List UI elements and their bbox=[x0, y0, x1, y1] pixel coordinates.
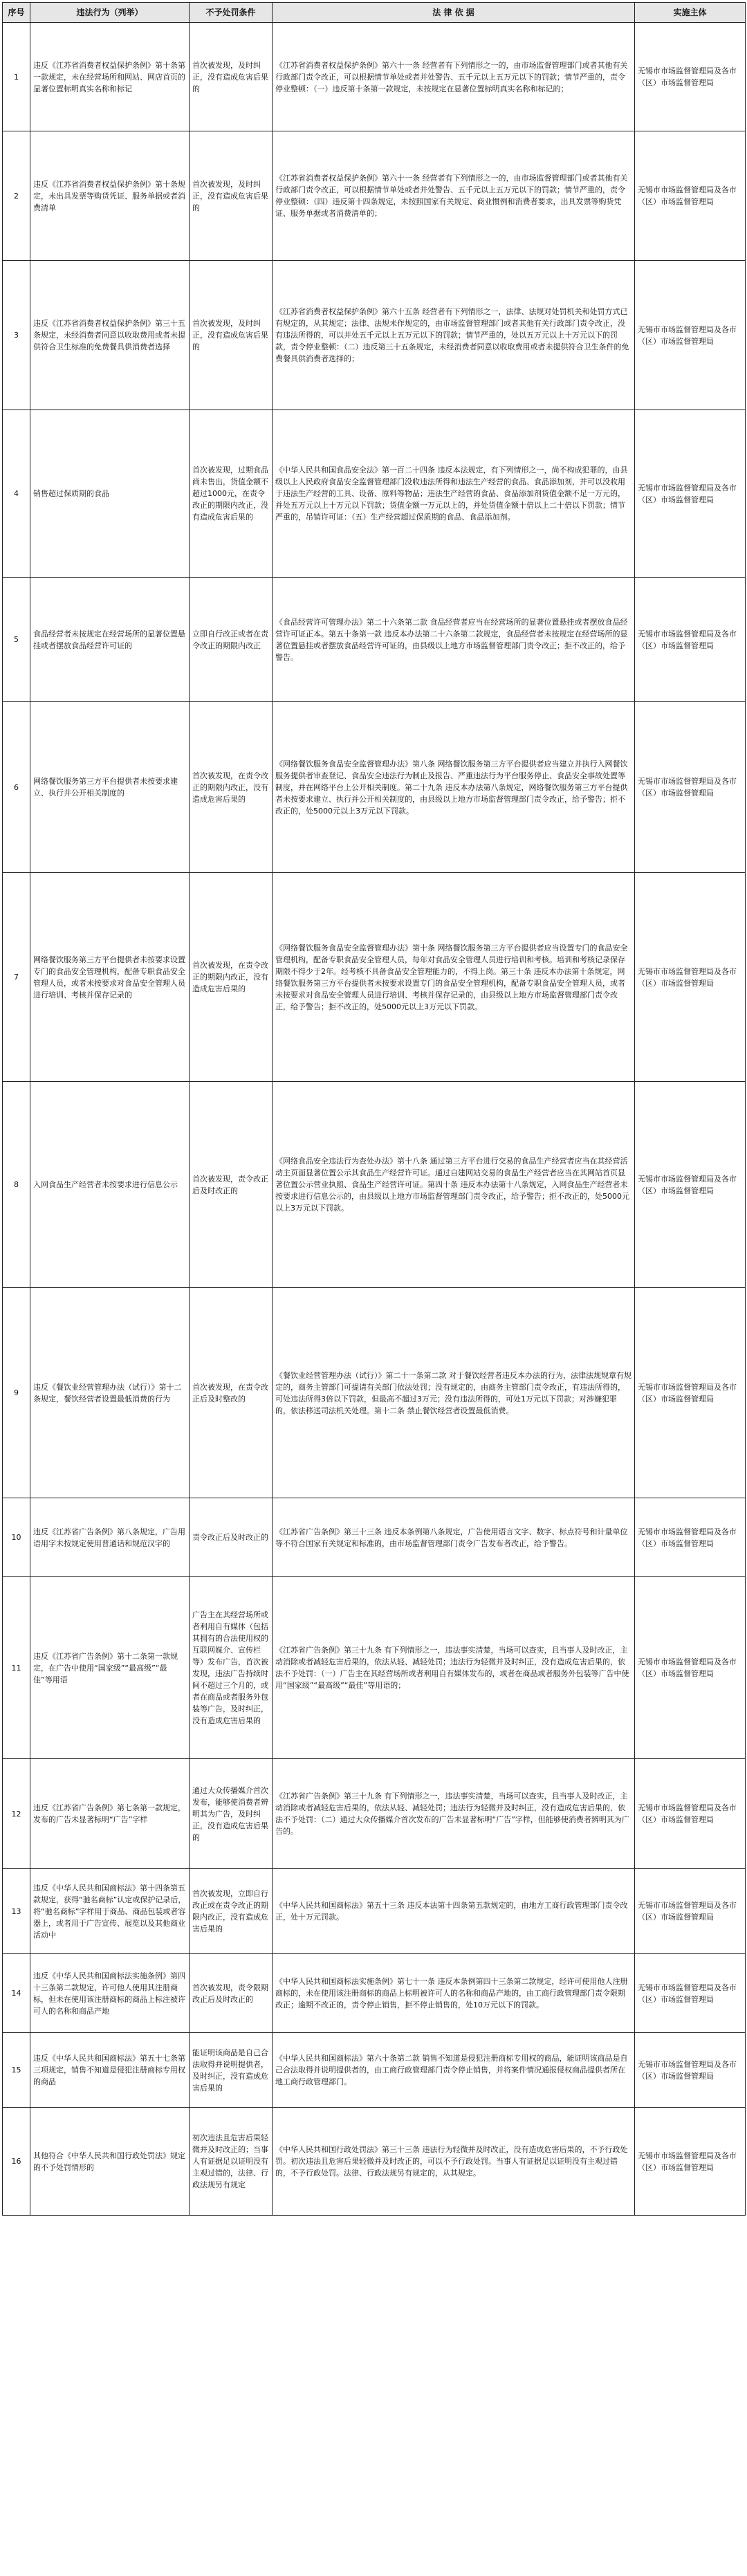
header-entity: 实施主体 bbox=[635, 3, 746, 23]
row-legal-basis: 《中华人民共和国商标法》第六十条第二款 销售不知道是侵犯注册商标专用权的商品，能证明该商品是自己合法取得并说明提供者的，由工商行政管理部门责令停止销售，并将案件情况通报侵权商品提供者所在地工商行政管理部门。 bbox=[273, 2033, 635, 2108]
row-condition: 广告主在其经营场所或者利用自有媒体（包括其拥有的合法使用权的互联网媒介、宣传栏等）发布广告，首次被发现，违法广告持续时间不超过三个月的，或者在商品或者服务外包装等广告，及时纠正，没有造成危害后果的 bbox=[190, 1577, 273, 1759]
row-entity: 无锡市市场监督管理局及各市（区）市场监督管理局 bbox=[635, 2033, 746, 2108]
row-condition: 首次被发现，及时纠正，没有造成危害后果的 bbox=[190, 23, 273, 131]
row-legal-basis: 《江苏省广告条例》第三十九条 有下列情形之一，违法事实清楚，当场可以查实，且当事人及时改正，主动消除或者减轻危害后果的，依法从轻、减轻处罚；违法行为轻微并及时纠正，没有造成危害后果的，依法不予处罚：（二）通过大众传播媒介首次发布的广告未显著标明“广告”字样，但能够使消费者辨明其为广告的。 bbox=[273, 1759, 635, 1869]
row-entity: 无锡市市场监督管理局及各市（区）市场监督管理局 bbox=[635, 873, 746, 1082]
row-entity: 无锡市市场监督管理局及各市（区）市场监督管理局 bbox=[635, 131, 746, 261]
row-entity: 无锡市市场监督管理局及各市（区）市场监督管理局 bbox=[635, 23, 746, 131]
row-legal-basis: 《网络食品安全违法行为查处办法》第十八条 通过第三方平台进行交易的食品生产经营者应当在其经营活动主页面显著位置公示其食品生产经营许可证。通过自建网站交易的食品生产经营者应当在其网站首页显著位置公示营业执照、食品生产经营许可证。第四十条 违反本办法第十八条规定，入网食品生产经营者未按要求进行信息公示的，由县级以上地方市场监督管理部门责令改正，给予警告；拒不改正的，处5000元以上3万元以下罚款。 bbox=[273, 1082, 635, 1288]
row-no: 14 bbox=[3, 1954, 30, 2033]
table-header-row bbox=[3, 3, 746, 23]
row-legal-basis: 《中华人民共和国商标法》第五十三条 违反本法第十四条第五款规定的，由地方工商行政管理部门责令改正，处十万元罚款。 bbox=[273, 1869, 635, 1954]
row-legal-basis: 《江苏省消费者权益保护条例》第六十一条 经营者有下列情形之一的，由市场监督管理部门或者其他有关行政部门责令改正，可以根据情节单处或者并处警告、五千元以上五万元以下的罚款；情节严重的，责令停业整顿：（四）违反第十四条规定，未按照国家有关规定、商业惯例和消费者要求，出具发票等购货凭证、服务单据或者消费清单的； bbox=[273, 131, 635, 261]
penalty-exemption-table bbox=[2, 2, 746, 2216]
row-legal-basis: 《江苏省广告条例》第三十三条 违反本条例第八条规定，广告使用语言文字、数字、标点符号和计量单位等不符合国家有关规定和标准的，由市场监督管理部门责令广告发布者改正，给予警告。 bbox=[273, 1498, 635, 1577]
row-condition: 能证明该商品是自己合法取得并说明提供者，及时纠正，没有造成危害后果的 bbox=[190, 2033, 273, 2108]
table-row bbox=[3, 2108, 746, 2216]
header-legal-basis: 法 律 依 据 bbox=[273, 3, 635, 23]
row-entity: 无锡市市场监督管理局及各市（区）市场监督管理局 bbox=[635, 410, 746, 578]
row-condition: 首次被发现，过期食品尚未售出，货值金额不超过1000元，在责令改正的期限内改正，没有造成危害后果的 bbox=[190, 410, 273, 578]
row-legal-basis: 《江苏省广告条例》第三十九条 有下列情形之一，违法事实清楚，当场可以查实，且当事人及时改正，主动消除或者减轻危害后果的，依法从轻、减轻处罚；违法行为轻微并及时纠正，没有造成危害后果的，依法不予处罚：（一）广告主在其经营场所或者利用自有媒体发布的，或者在商品或者服务外包装等广告中使用“国家级”“最高级”“最佳”等用语的； bbox=[273, 1577, 635, 1759]
row-act: 违反《中华人民共和国商标法》第五十七条第三项规定，销售不知道是侵犯注册商标专用权的商品 bbox=[30, 2033, 190, 2108]
table-row bbox=[3, 1869, 746, 1954]
row-entity: 无锡市市场监督管理局及各市（区）市场监督管理局 bbox=[635, 1954, 746, 2033]
table-row bbox=[3, 1082, 746, 1288]
row-entity: 无锡市市场监督管理局及各市（区）市场监督管理局 bbox=[635, 578, 746, 702]
row-entity: 无锡市市场监督管理局及各市（区）市场监督管理局 bbox=[635, 1869, 746, 1954]
row-act: 食品经营者未按规定在经营场所的显著位置悬挂或者摆放食品经营许可证的 bbox=[30, 578, 190, 702]
row-entity: 无锡市市场监督管理局及各市（区）市场监督管理局 bbox=[635, 1288, 746, 1498]
row-act: 违反《江苏省广告条例》第十二条第一款规定，在广告中使用“国家级”“最高级”“最佳”等用语 bbox=[30, 1577, 190, 1759]
row-condition: 初次违法且危害后果轻微并及时改正的；当事人有证据足以证明没有主观过错的，法律、行政法规另有规定 bbox=[190, 2108, 273, 2216]
row-condition: 首次被发现，及时纠正，没有造成危害后果的 bbox=[190, 261, 273, 410]
row-act: 入网食品生产经营者未按要求进行信息公示 bbox=[30, 1082, 190, 1288]
row-entity: 无锡市市场监督管理局及各市（区）市场监督管理局 bbox=[635, 2108, 746, 2216]
table-row bbox=[3, 873, 746, 1082]
row-entity: 无锡市市场监督管理局及各市（区）市场监督管理局 bbox=[635, 1577, 746, 1759]
row-act: 违反《江苏省广告条例》第八条规定，广告用语用字未按规定使用普通话和规范汉字的 bbox=[30, 1498, 190, 1577]
row-no: 16 bbox=[3, 2108, 30, 2216]
row-no: 4 bbox=[3, 410, 30, 578]
table-row bbox=[3, 23, 746, 131]
row-legal-basis: 《江苏省消费者权益保护条例》第六十五条 经营者有下列情形之一，法律、法规对处罚机关和处罚方式已有规定的，从其规定；法律、法规未作规定的，由市场监督管理部门或者其他有关行政部门责令改正，没有违法所得的，可以并处五千元以上五万元以下的罚款；情节严重的，处以五万元以上十万元以下的罚款，责令停业整顿：（二）违反第三十五条规定，未经消费者同意以收取费用或者未提供符合卫生条件的免费餐具供消费者选择的； bbox=[273, 261, 635, 410]
row-condition: 首次被发现，立即自行改正或在责令改正的期限内改正，没有造成危害后果的 bbox=[190, 1869, 273, 1954]
row-condition: 通过大众传播媒介首次发布，能够使消费者辨明其为广告，及时纠正，没有造成危害后果的 bbox=[190, 1759, 273, 1869]
row-act: 网络餐饮服务第三方平台提供者未按要求建立、执行并公开相关制度的 bbox=[30, 702, 190, 873]
row-legal-basis: 《食品经营许可管理办法》第二十六条第二款 食品经营者应当在经营场所的显著位置悬挂或者摆放食品经营许可证正本。第五十条第一款 违反本办法第二十六条第二款规定，食品经营者未按规定在经营场所的显著位置悬挂或者摆放食品经营许可证的，由县级以上地方市场监督管理部门责令改正；拒不改正的，给予警告。 bbox=[273, 578, 635, 702]
table-row bbox=[3, 578, 746, 702]
row-condition: 立即自行改正或者在责令改正的期限内改正 bbox=[190, 578, 273, 702]
row-no: 5 bbox=[3, 578, 30, 702]
row-act: 违反《中华人民共和国商标法实施条例》第四十三条第二款规定，许可他人使用其注册商标，但未在使用该注册商标的商品上标注被许可人的名称和商品产地 bbox=[30, 1954, 190, 2033]
header-act: 违法行为（列举） bbox=[30, 3, 190, 23]
table-row bbox=[3, 1577, 746, 1759]
row-entity: 无锡市市场监督管理局及各市（区）市场监督管理局 bbox=[635, 1498, 746, 1577]
row-no: 3 bbox=[3, 261, 30, 410]
row-entity: 无锡市市场监督管理局及各市（区）市场监督管理局 bbox=[635, 1759, 746, 1869]
table-row bbox=[3, 1759, 746, 1869]
row-no: 10 bbox=[3, 1498, 30, 1577]
table-row bbox=[3, 1288, 746, 1498]
row-condition: 首次被发现，责令限期改正后及时改正的 bbox=[190, 1954, 273, 2033]
row-act: 违反《中华人民共和国商标法》第十四条第五款规定，获得“驰名商标”认定或保护记录后，将“驰名商标”字样用于商品、商品包装或者容器上，或者用于广告宣传、展览以及其他商业活动中 bbox=[30, 1869, 190, 1954]
row-condition: 责令改正后及时改正的 bbox=[190, 1498, 273, 1577]
row-legal-basis: 《中华人民共和国食品安全法》第一百二十四条 违反本法规定，有下列情形之一，尚不构成犯罪的，由县级以上人民政府食品安全监督管理部门没收违法所得和违法生产经营的食品、食品添加剂，并可以没收用于违法生产经营的工具、设备、原料等物品；违法生产经营的食品、食品添加剂货值金额不足一万元的，并处五万元以上十万元以下罚款；货值金额一万元以上的，并处货值金额十倍以上二十倍以下罚款；情节严重的，吊销许可证：（五）生产经营超过保质期的食品、食品添加剂。 bbox=[273, 410, 635, 578]
row-legal-basis: 《网络餐饮服务食品安全监督管理办法》第十条 网络餐饮服务第三方平台提供者应当设置专门的食品安全管理机构，配备专职食品安全管理人员，每年对食品安全管理人员进行培训和考核。培训和考核记录保存期限不得少于2年。经考核不具备食品安全管理能力的，不得上岗。第三十条 违反本办法第十条规定，网络餐饮服务第三方平台提供者未按要求设置专门的食品安全管理机构，配备专职食品安全管理人员，或者未按要求对食品安全管理人员进行培训、考核并保存记录的，由县级以上地方市场监督管理部门责令改正，给予警告；拒不改正的，处5000元以上3万元以下罚款。 bbox=[273, 873, 635, 1082]
table-row bbox=[3, 1954, 746, 2033]
row-entity: 无锡市市场监督管理局及各市（区）市场监督管理局 bbox=[635, 702, 746, 873]
row-act: 违反《江苏省广告条例》第七条第一款规定，发布的广告未显著标明“广告”字样 bbox=[30, 1759, 190, 1869]
row-act: 其他符合《中华人民共和国行政处罚法》规定的不予处罚情形的 bbox=[30, 2108, 190, 2216]
row-act: 违反《江苏省消费者权益保护条例》第三十五条规定，未经消费者同意以收取费用或者未提供符合卫生标准的免费餐具供消费者选择 bbox=[30, 261, 190, 410]
table-row bbox=[3, 410, 746, 578]
row-legal-basis: 《中华人民共和国商标法实施条例》第七十一条 违反本条例第四十三条第二款规定，经许可使用他人注册商标的，未在使用该注册商标的商品上标明被许可人的名称和商品产地的，由工商行政管理部门责令限期改正；逾期不改正的，责令停止销售，拒不停止销售的，处10万元以下的罚款。 bbox=[273, 1954, 635, 2033]
row-condition: 首次被发现，及时纠正，没有造成危害后果的 bbox=[190, 131, 273, 261]
row-entity: 无锡市市场监督管理局及各市（区）市场监督管理局 bbox=[635, 1082, 746, 1288]
row-legal-basis: 《餐饮业经营管理办法（试行）》第二十一条第二款 对于餐饮经营者违反本办法的行为，法律法规规章有规定的，商务主管部门可提请有关部门依法处罚；没有规定的，由商务主管部门责令改正，有违法所得的，可处违法所得3倍以下罚款，但最高不超过3万元；没有违法所得的，可处1万元以下罚款；对涉嫌犯罪的，依法移送司法机关处理。第十二条 禁止餐饮经营者设置最低消费。 bbox=[273, 1288, 635, 1498]
row-no: 11 bbox=[3, 1577, 30, 1759]
row-legal-basis: 《网络餐饮服务食品安全监督管理办法》第八条 网络餐饮服务第三方平台提供者应当建立并执行入网餐饮服务提供者审查登记、食品安全违法行为制止及报告、严重违法行为平台服务停止、食品安全事故处置等制度，并在网络平台上公开相关制度。第二十九条 违反本办法第八条规定，网络餐饮服务第三方平台提供者未按要求建立、执行并公开相关制度的，由县级以上地方市场监督管理部门责令改正，给予警告；拒不改正的，处5000元以上3万元以下罚款。 bbox=[273, 702, 635, 873]
table-row bbox=[3, 131, 746, 261]
row-no: 12 bbox=[3, 1759, 30, 1869]
row-no: 8 bbox=[3, 1082, 30, 1288]
row-no: 15 bbox=[3, 2033, 30, 2108]
row-no: 6 bbox=[3, 702, 30, 873]
table-row bbox=[3, 2033, 746, 2108]
row-no: 9 bbox=[3, 1288, 30, 1498]
header-condition: 不予处罚条件 bbox=[190, 3, 273, 23]
row-condition: 首次被发现，在责令改正的期限内改正，没有造成危害后果的 bbox=[190, 873, 273, 1082]
row-no: 2 bbox=[3, 131, 30, 261]
row-entity: 无锡市市场监督管理局及各市（区）市场监督管理局 bbox=[635, 261, 746, 410]
table-row bbox=[3, 261, 746, 410]
row-no: 1 bbox=[3, 23, 30, 131]
row-legal-basis: 《江苏省消费者权益保护条例》第六十一条 经营者有下列情形之一的，由市场监督管理部门或者其他有关行政部门责令改正，可以根据情节单处或者并处警告、五千元以上五万元以下的罚款；情节严重的，责令停业整顿：（一）违反第十条第一款规定，未按规定在显著位置标明真实名称和标记的； bbox=[273, 23, 635, 131]
row-act: 违反《餐饮业经营管理办法（试行）》第十二条规定，餐饮经营者设置最低消费的行为 bbox=[30, 1288, 190, 1498]
row-act: 销售超过保质期的食品 bbox=[30, 410, 190, 578]
row-condition: 首次被发现，责令改正后及时改正的 bbox=[190, 1082, 273, 1288]
row-no: 13 bbox=[3, 1869, 30, 1954]
row-act: 违反《江苏省消费者权益保护条例》第十条规定，未出具发票等购货凭证、服务单据或者消费清单 bbox=[30, 131, 190, 261]
table-row bbox=[3, 702, 746, 873]
table-row bbox=[3, 1498, 746, 1577]
row-act: 网络餐饮服务第三方平台提供者未按要求设置专门的食品安全管理机构，配备专职食品安全管理人员，或者未按要求对食品安全管理人员进行培训、考核并保存记录的 bbox=[30, 873, 190, 1082]
header-no: 序号 bbox=[3, 3, 30, 23]
row-condition: 首次被发现，在责令改正后及时整改的 bbox=[190, 1288, 273, 1498]
row-no: 7 bbox=[3, 873, 30, 1082]
row-legal-basis: 《中华人民共和国行政处罚法》第三十三条 违法行为轻微并及时改正，没有造成危害后果的，不予行政处罚。初次违法且危害后果轻微并及时改正的，可以不予行政处罚。当事人有证据足以证明没有主观过错的，不予行政处罚。法律、行政法规另有规定的，从其规定。 bbox=[273, 2108, 635, 2216]
row-condition: 首次被发现，在责令改正的期限内改正，没有造成危害后果的 bbox=[190, 702, 273, 873]
row-act: 违反《江苏省消费者权益保护条例》第十条第一款规定，未在经营场所和网站、网店首页的显著位置标明真实名称和标记 bbox=[30, 23, 190, 131]
